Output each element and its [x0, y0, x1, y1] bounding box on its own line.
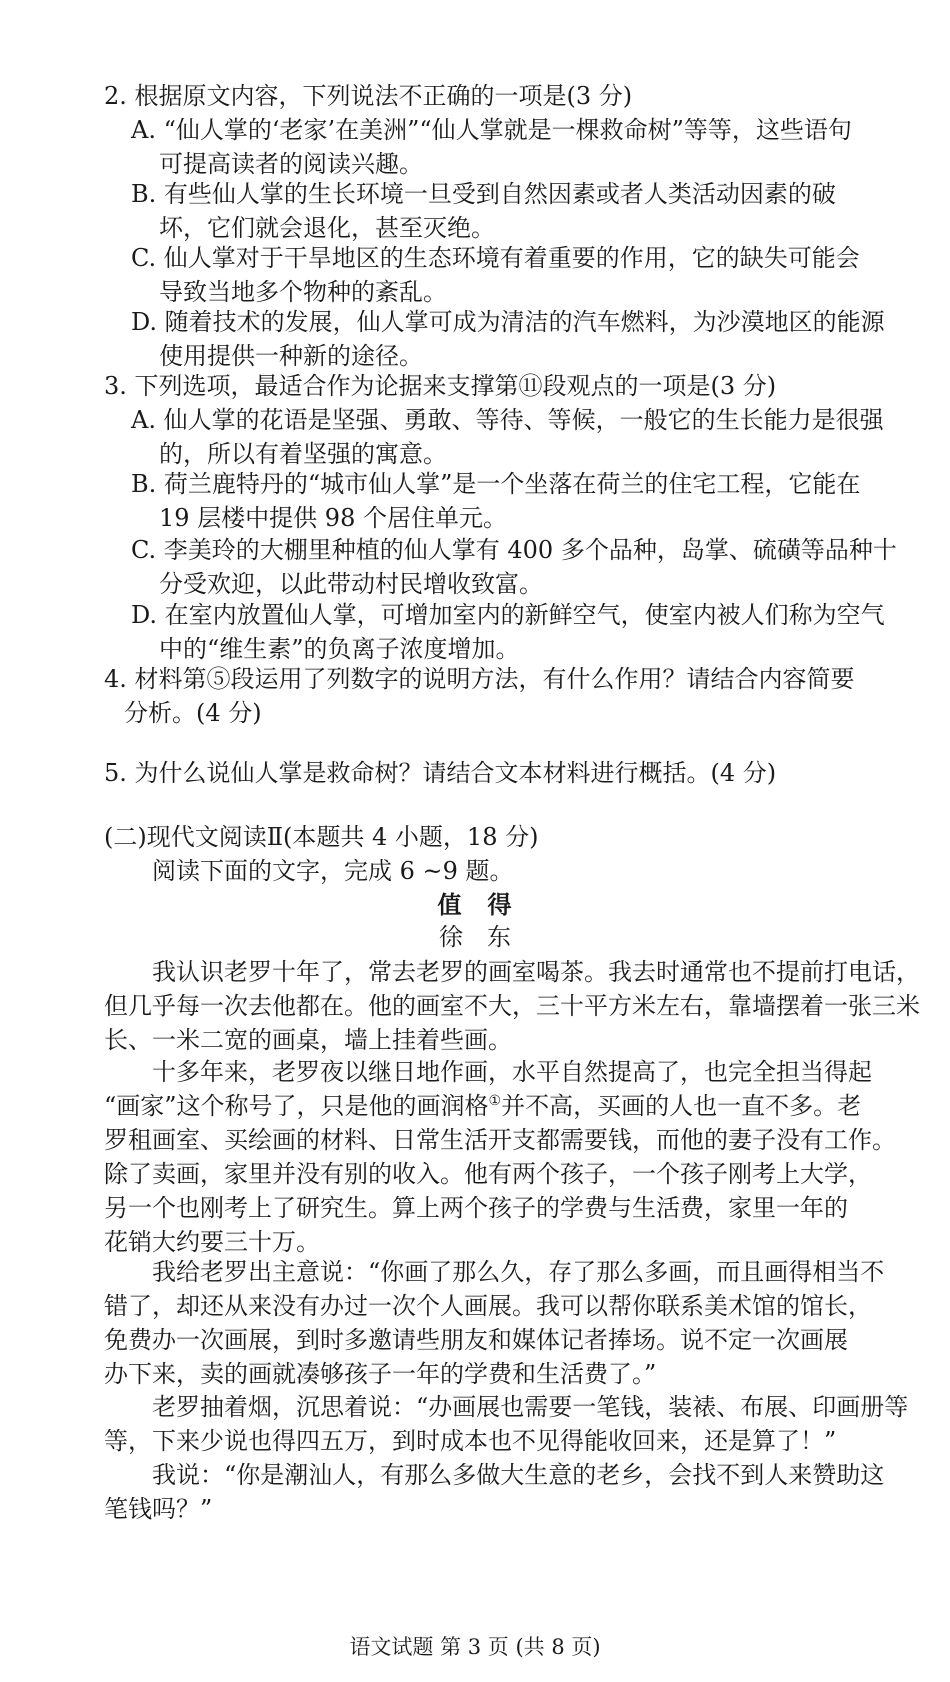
paragraph-line: 罗租画室、买绘画的材料、日常生活开支都需要钱，而他的妻子没有工作。 [104, 1126, 896, 1154]
article-paragraph-3 [104, 1255, 894, 1391]
article-paragraph-4 [104, 1390, 909, 1458]
paragraph-line: 除了卖画，家里并没有别的收入。他有两个孩子，一个孩子刚考上大学， [104, 1160, 872, 1188]
option-line: A. 仙人掌的花语是坚强、勇敢、等待、等候，一般它的生长能力是很强 [131, 406, 884, 434]
option-line: 使用提供一种新的途径。 [159, 342, 423, 370]
option-line: A. “仙人掌的‘老家’在美洲”“仙人掌就是一棵救命树”等等，这些语句 [131, 116, 852, 144]
footnote-marker: ① [488, 1093, 502, 1109]
q2-option-d [131, 305, 897, 373]
q3-option-a [131, 403, 897, 471]
q4-line: 分析。(4 分) [124, 699, 262, 727]
article-paragraph-5 [104, 1458, 894, 1526]
paragraph-line: 我认识老罗十年了，常去老罗的画室喝茶。我去时通常也不提前打电话， [152, 958, 920, 986]
paragraph-line [104, 1089, 894, 1123]
article-author: 徐 东 [439, 923, 511, 951]
article-paragraph-2 [104, 1055, 894, 1259]
option-line: 中的“维生素”的负离子浓度增加。 [159, 635, 520, 663]
q3-option-c [131, 533, 897, 601]
option-line: 可提高读者的阅读兴趣。 [159, 150, 423, 178]
paragraph-line: 我说：“你是潮汕人，有那么多做大生意的老乡，会找不到人来赞助这 [152, 1461, 885, 1489]
q3-stem: 3. 下列选项，最适合作为论据来支撑第⑪段观点的一项是(3 分) [104, 372, 777, 400]
paragraph-line: 另一个也刚考上了研究生。算上两个孩子的学费与生活费，家里一年的 [104, 1194, 848, 1222]
paragraph-line: 花销大约要三十万。 [104, 1228, 320, 1256]
q2-option-b [131, 177, 897, 245]
article-paragraph-1 [104, 955, 920, 1057]
q4-line: 4. 材料第⑤段运用了列数字的说明方法，有什么作用？请结合内容简要 [104, 665, 855, 693]
option-line: D. 随着技术的发展，仙人掌可成为清洁的汽车燃料，为沙漠地区的能源 [131, 308, 885, 336]
paragraph-line: 错了，却还从来没有办过一次个人画展。我可以帮你联系美术馆的馆长， [104, 1292, 872, 1320]
paragraph-line: 免费办一次画展，到时多邀请些朋友和媒体记者捧场。说不定一次画展 [104, 1326, 848, 1354]
paragraph-line: 我给老罗出主意说：“你画了那么久，存了那么多画，而且画得相当不 [152, 1258, 885, 1286]
paragraph-line: 老罗抽着烟，沉思着说：“办画展也需要一笔钱，装裱、布展、印画册等 [152, 1393, 909, 1421]
article-title: 值 得 [437, 890, 513, 919]
option-line: B. 有些仙人掌的生长环境一旦受到自然因素或者人类活动因素的破 [131, 180, 836, 208]
q2-stem: 2. 根据原文内容，下列说法不正确的一项是(3 分) [104, 82, 633, 110]
paragraph-line: 办下来，卖的画就凑够孩子一年的学费和生活费了。” [104, 1360, 657, 1388]
page-footer: 语文试题 第 3 页 (共 8 页) [349, 1635, 601, 1659]
section-heading: (二)现代文阅读Ⅱ(本题共 4 小题，18 分) [104, 823, 539, 851]
q3-option-d [131, 598, 897, 666]
option-line: B. 荷兰鹿特丹的“城市仙人掌”是一个坐落在荷兰的住宅工程，它能在 [131, 470, 861, 498]
paragraph-line: 长、一米二宽的画桌，墙上挂着些画。 [104, 1026, 512, 1054]
option-line: C. 仙人掌对于干旱地区的生态环境有着重要的作用，它的缺失可能会 [131, 244, 860, 272]
q2-option-c [131, 241, 897, 309]
q3-option-b [131, 467, 897, 535]
option-line: 分受欢迎，以此带动村民增收致富。 [159, 570, 543, 598]
option-line: D. 在室内放置仙人掌，可增加室内的新鲜空气，使室内被人们称为空气 [131, 601, 885, 629]
option-line: 导致当地多个物种的紊乱。 [159, 278, 447, 306]
paragraph-line: 笔钱吗？” [104, 1495, 213, 1523]
q2-option-a [131, 113, 897, 181]
q5-stem: 5. 为什么说仙人掌是救命树？请结合文本材料进行概括。(4 分) [104, 759, 777, 787]
section-instruction: 阅读下面的文字，完成 6 ~9 题。 [152, 857, 514, 885]
paragraph-line: 十多年来，老罗夜以继日地作画，水平自然提高了，也完全担当得起 [152, 1058, 872, 1086]
option-line: 坏，它们就会退化，甚至灭绝。 [159, 214, 495, 242]
q4-stem [104, 662, 894, 730]
paragraph-text: 并不高，买画的人也一直不多。老 [501, 1092, 862, 1120]
paragraph-line: 等，下来少说也得四五万，到时成本也不见得能收回来，还是算了！” [104, 1427, 837, 1455]
option-line: C. 李美玲的大棚里种植的仙人掌有 400 多个品种，岛掌、硫磺等品种十 [131, 536, 897, 564]
option-line: 的，所以有着坚强的寓意。 [159, 440, 447, 468]
paragraph-line: 但几乎每一次去他都在。他的画室不大，三十平方米左右，靠墙摆着一张三米 [104, 992, 920, 1020]
option-line: 19 层楼中提供 98 个居住单元。 [159, 504, 507, 532]
paragraph-text: “画家”这个称号了，只是他的画润格 [104, 1092, 489, 1120]
